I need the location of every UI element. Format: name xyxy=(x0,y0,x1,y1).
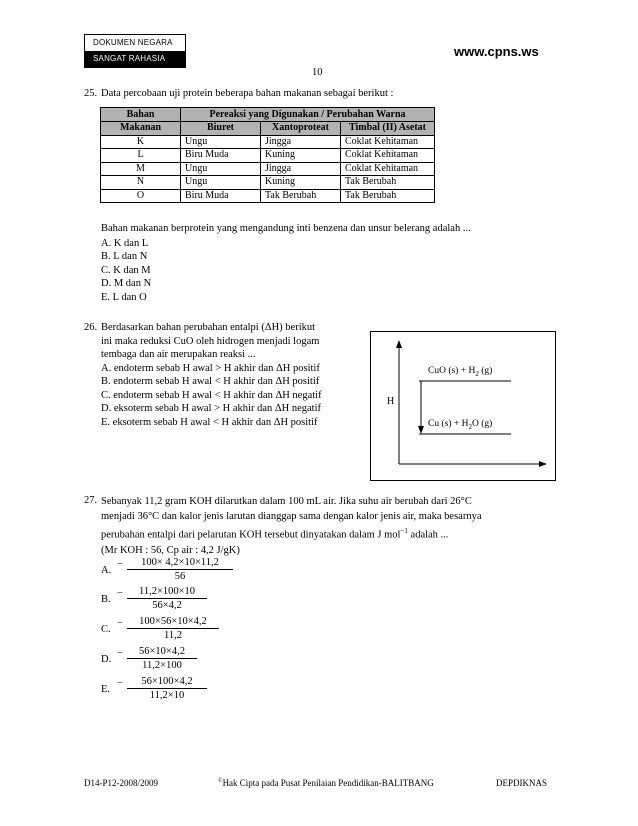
denominator: 56 xyxy=(174,571,186,582)
question-27 xyxy=(84,494,554,558)
footer-copyright: ©Hak Cipta pada Pusat Penilaian Pendidikan-BALITBANG xyxy=(218,778,434,788)
question-25 xyxy=(84,87,554,101)
table-cell: Ungu xyxy=(181,176,261,190)
table-cell: Ungu xyxy=(181,162,261,176)
table-row xyxy=(101,189,435,203)
upper-level-label: CuO $(s) + H_2$ (g) xyxy=(428,366,493,378)
numerator: 56×100×4,2 xyxy=(141,676,193,687)
x-axis-arrow-icon xyxy=(539,461,547,467)
axis-label-h: H xyxy=(387,396,395,407)
enthalpy-diagram-svg xyxy=(371,332,557,482)
option-c[interactable]: C. endoterm sebab H awal < H akhir dan ΔH negatif xyxy=(101,389,322,401)
minus-sign: − xyxy=(117,559,123,570)
table-cell: Tak Berubah xyxy=(261,189,341,203)
sub-header-biuret: Biuret xyxy=(181,122,261,136)
sub-header-xantoproteat: Xantoproteat xyxy=(261,122,341,136)
question-line: perubahan entalpi dari pelarutan KOH tersebut dinyatakan dalam J mol$^{-1}$ adalah ... xyxy=(101,527,449,541)
option-label: B. xyxy=(101,594,111,605)
numerator: 56×10×4,2 xyxy=(139,646,185,657)
table-cell: O xyxy=(101,189,181,203)
table-cell: Jingga xyxy=(261,135,341,149)
question-text xyxy=(101,494,554,558)
option-b[interactable]: B. endoterm sebab H awal < H akhir dan ΔH positif xyxy=(101,376,320,388)
table-cell: Coklat Kehitaman xyxy=(341,149,435,163)
option-label: A. xyxy=(101,565,112,576)
minus-sign: − xyxy=(117,648,123,659)
minus-sign: − xyxy=(117,618,123,629)
question-line: Berdasarkan bahan perubahan entalpi (ΔH) berikut xyxy=(101,322,316,333)
q27-options xyxy=(101,556,301,716)
table-cell: M xyxy=(101,162,181,176)
question-prompt: Bahan makanan berprotein yang mengandung inti benzena dan unsur belerang adalah ... xyxy=(101,223,471,234)
question-line: Sebanyak 11,2 gram KOH dilarutkan dalam 100 mL air. Jika suhu air berubah dari 26°C xyxy=(101,496,472,507)
table-cell: Tak Berubah xyxy=(341,176,435,190)
footer-code: D14-P12-2008/2009 xyxy=(84,778,158,788)
question-number: 25. xyxy=(84,88,98,99)
question-number: 27. xyxy=(84,495,98,506)
option-d[interactable]: D. eksoterm sebab H awal > H akhir dan ΔH negatif xyxy=(101,403,321,415)
table-cell: Jingga xyxy=(261,162,341,176)
question-26 xyxy=(84,321,369,429)
table-row xyxy=(101,162,435,176)
option-e[interactable]: E. eksoterm sebab H awal < H akhir dan ΔH positif xyxy=(101,416,318,428)
option-label: C. xyxy=(101,624,111,635)
col-group-header: Pereaksi yang Digunakan / Perubahan Warna xyxy=(181,108,435,122)
table-cell: Biru Muda xyxy=(181,189,261,203)
question-text: Data percobaan uji protein beberapa bahan makanan sebagai berikut : xyxy=(101,88,394,99)
option-c[interactable]: C. K dan M xyxy=(101,264,151,276)
answer-options xyxy=(101,237,554,305)
lower-level-label: Cu $(s) + H_2O$ (g) xyxy=(428,419,493,431)
numerator: 100× 4,2×10×11,2 xyxy=(141,557,219,568)
website-link[interactable]: www.cpns.ws xyxy=(454,44,539,59)
option-d[interactable]: D. M dan N xyxy=(101,278,152,290)
table-cell: N xyxy=(101,176,181,190)
question-number: 26. xyxy=(84,322,98,333)
question-line: menjadi 36°C dan kalor jenis larutan dianggap sama dengan kalor jenis air, maka besarnya xyxy=(101,511,482,522)
table-row xyxy=(101,149,435,163)
numerator: 11,2×100×10 xyxy=(138,586,196,597)
enthalpy-diagram xyxy=(370,331,556,481)
table-cell: Tak Berubah xyxy=(341,189,435,203)
table-cell: Kuning xyxy=(261,149,341,163)
option-b[interactable]: B. L dan N xyxy=(101,251,148,263)
denominator: 11,2 xyxy=(164,630,182,641)
numerator: 100×56×10×4,2 xyxy=(139,616,207,627)
table-cell: Kuning xyxy=(261,176,341,190)
table-cell: Ungu xyxy=(181,135,261,149)
question-line: ini maka reduksi CuO oleh hidrogen menjadi logam xyxy=(101,335,320,347)
secret-label: SANGAT RAHASIA xyxy=(85,51,185,67)
question-line: tembaga dan air merupakan reaksi ... xyxy=(101,349,256,361)
question-line: (Mr KOH : 56, Cp air : 4,2 J/gK) xyxy=(101,544,240,556)
denominator: 56×4,2 xyxy=(152,600,182,611)
table-cell: K xyxy=(101,135,181,149)
col-bahan-header: Bahan xyxy=(101,108,181,122)
denominator: 11,2×10 xyxy=(149,690,185,701)
table-cell: Coklat Kehitaman xyxy=(341,162,435,176)
option-a[interactable]: A. endoterm sebab H awal > H akhir dan ΔH positif xyxy=(101,362,320,374)
protein-test-table xyxy=(100,107,435,203)
col-bahan-header-2: Makanan xyxy=(101,122,181,136)
option-a[interactable]: A. K dan L xyxy=(101,237,149,249)
minus-sign: − xyxy=(117,588,123,599)
table-cell: Biru Muda xyxy=(181,149,261,163)
doc-label: DOKUMEN NEGARA xyxy=(93,38,173,47)
question-25-prompt xyxy=(84,222,554,304)
option-e[interactable]: E. L dan O xyxy=(101,291,147,303)
classification-box xyxy=(84,34,186,68)
option-label: E. xyxy=(101,684,111,695)
footer-publisher: DEPDIKNAS xyxy=(496,778,548,788)
denominator: 11,2×100 xyxy=(142,660,182,671)
answer-options xyxy=(101,362,369,430)
table-cell: Coklat Kehitaman xyxy=(341,135,435,149)
table-row xyxy=(101,176,435,190)
table-row xyxy=(101,135,435,149)
sub-header-timbal: Timbal (II) Asetat xyxy=(341,122,435,136)
table-cell: L xyxy=(101,149,181,163)
question-text xyxy=(101,321,369,362)
option-label: D. xyxy=(101,654,112,665)
y-axis-arrow-icon xyxy=(396,340,402,348)
minus-sign: − xyxy=(117,678,123,689)
delta-h-arrowhead-icon xyxy=(418,426,424,434)
page-number: 10 xyxy=(312,67,323,78)
